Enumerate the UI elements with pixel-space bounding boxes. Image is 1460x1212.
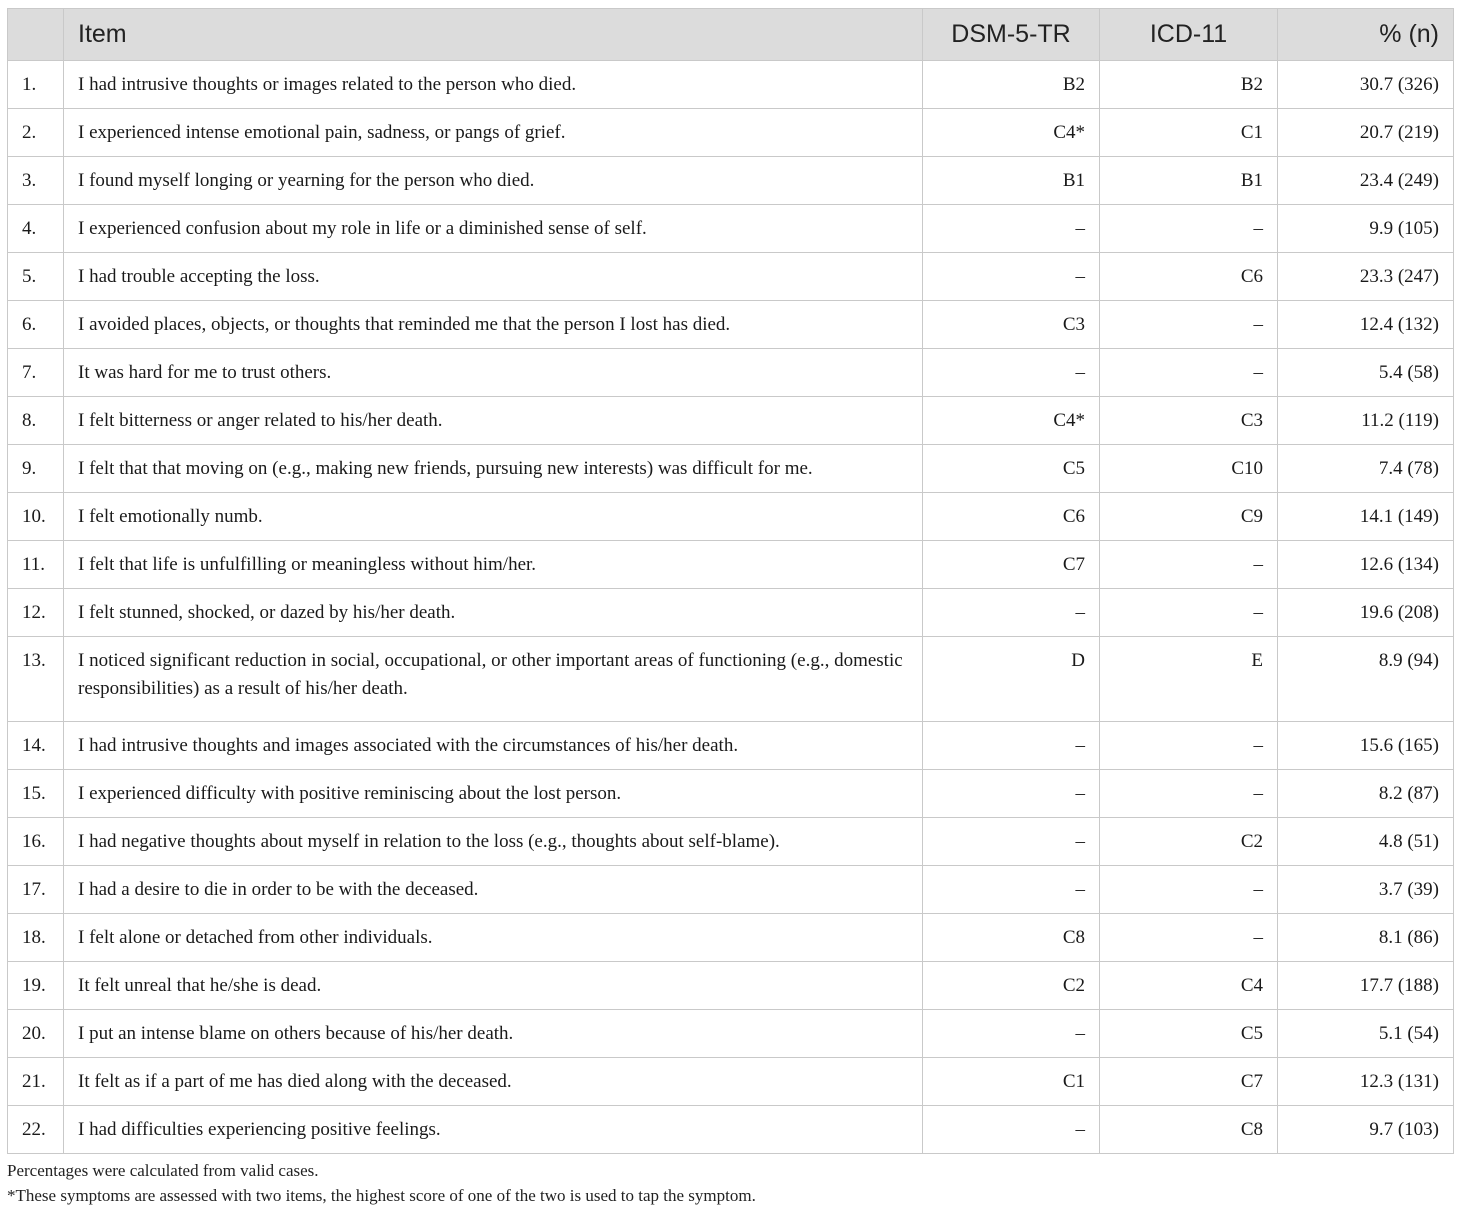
row-icd-code: –	[1100, 541, 1278, 589]
table-row	[8, 397, 1454, 445]
row-item-text: I experienced difficulty with positive reminiscing about the lost person.	[64, 770, 923, 818]
table-row	[8, 541, 1454, 589]
table-row	[8, 61, 1454, 109]
table-row	[8, 253, 1454, 301]
row-dsm-code: –	[923, 253, 1100, 301]
row-dsm-code: C2	[923, 962, 1100, 1010]
row-number: 1.	[8, 61, 64, 109]
row-icd-code: C2	[1100, 818, 1278, 866]
table-row	[8, 349, 1454, 397]
row-percent: 14.1 (149)	[1278, 493, 1454, 541]
table-row	[8, 770, 1454, 818]
row-item-text: I had difficulties experiencing positive feelings.	[64, 1106, 923, 1154]
row-percent: 12.4 (132)	[1278, 301, 1454, 349]
row-percent: 9.7 (103)	[1278, 1106, 1454, 1154]
row-number: 16.	[8, 818, 64, 866]
row-item-text: I avoided places, objects, or thoughts that reminded me that the person I lost has died.	[64, 301, 923, 349]
row-percent: 15.6 (165)	[1278, 722, 1454, 770]
row-number: 4.	[8, 205, 64, 253]
row-icd-code: –	[1100, 722, 1278, 770]
row-icd-code: C10	[1100, 445, 1278, 493]
row-dsm-code: –	[923, 818, 1100, 866]
row-number: 3.	[8, 157, 64, 205]
row-icd-code: C3	[1100, 397, 1278, 445]
row-dsm-code: C4*	[923, 109, 1100, 157]
row-number: 19.	[8, 962, 64, 1010]
header-percent: % (n)	[1278, 9, 1454, 61]
row-item-text: I had intrusive thoughts or images related to the person who died.	[64, 61, 923, 109]
row-percent: 20.7 (219)	[1278, 109, 1454, 157]
row-item-text: I put an intense blame on others because of his/her death.	[64, 1010, 923, 1058]
row-icd-code: –	[1100, 770, 1278, 818]
row-icd-code: –	[1100, 301, 1278, 349]
row-icd-code: C7	[1100, 1058, 1278, 1106]
row-dsm-code: –	[923, 1106, 1100, 1154]
row-icd-code: –	[1100, 349, 1278, 397]
row-number: 13.	[8, 637, 64, 722]
row-dsm-code: B1	[923, 157, 1100, 205]
table-row	[8, 493, 1454, 541]
row-percent: 8.2 (87)	[1278, 770, 1454, 818]
row-icd-code: C5	[1100, 1010, 1278, 1058]
row-number: 11.	[8, 541, 64, 589]
row-percent: 5.1 (54)	[1278, 1010, 1454, 1058]
row-dsm-code: –	[923, 205, 1100, 253]
row-percent: 4.8 (51)	[1278, 818, 1454, 866]
row-icd-code: –	[1100, 866, 1278, 914]
table-row	[8, 637, 1454, 722]
table-row	[8, 1106, 1454, 1154]
row-number: 15.	[8, 770, 64, 818]
row-number: 22.	[8, 1106, 64, 1154]
header-dsm: DSM-5-TR	[923, 9, 1100, 61]
row-dsm-code: –	[923, 349, 1100, 397]
row-percent: 8.1 (86)	[1278, 914, 1454, 962]
row-percent: 23.3 (247)	[1278, 253, 1454, 301]
row-item-text: I experienced confusion about my role in life or a diminished sense of self.	[64, 205, 923, 253]
row-percent: 3.7 (39)	[1278, 866, 1454, 914]
row-icd-code: B1	[1100, 157, 1278, 205]
row-icd-code: C9	[1100, 493, 1278, 541]
header-icd: ICD-11	[1100, 9, 1278, 61]
header-item: Item	[64, 9, 923, 61]
row-dsm-code: C8	[923, 914, 1100, 962]
row-item-text: I felt bitterness or anger related to his/her death.	[64, 397, 923, 445]
table-row	[8, 962, 1454, 1010]
table-row	[8, 1010, 1454, 1058]
table-row	[8, 109, 1454, 157]
row-item-text: I had negative thoughts about myself in relation to the loss (e.g., thoughts about self-blame).	[64, 818, 923, 866]
table-container	[7, 8, 1453, 1154]
row-icd-code: C8	[1100, 1106, 1278, 1154]
row-dsm-code: C1	[923, 1058, 1100, 1106]
note-percentages: Percentages were calculated from valid cases.	[7, 1161, 319, 1180]
row-dsm-code: D	[923, 637, 1100, 722]
row-dsm-code: C6	[923, 493, 1100, 541]
row-dsm-code: C4*	[923, 397, 1100, 445]
table-row	[8, 205, 1454, 253]
row-percent: 17.7 (188)	[1278, 962, 1454, 1010]
table-header-row	[8, 9, 1454, 61]
row-percent: 5.4 (58)	[1278, 349, 1454, 397]
row-percent: 12.3 (131)	[1278, 1058, 1454, 1106]
row-number: 7.	[8, 349, 64, 397]
row-dsm-code: –	[923, 866, 1100, 914]
header-number	[8, 9, 64, 61]
row-number: 10.	[8, 493, 64, 541]
row-item-text: It felt as if a part of me has died along with the deceased.	[64, 1058, 923, 1106]
row-item-text: It was hard for me to trust others.	[64, 349, 923, 397]
row-item-text: It felt unreal that he/she is dead.	[64, 962, 923, 1010]
row-number: 17.	[8, 866, 64, 914]
table-row	[8, 445, 1454, 493]
row-dsm-code: C3	[923, 301, 1100, 349]
row-dsm-code: C5	[923, 445, 1100, 493]
row-icd-code: –	[1100, 589, 1278, 637]
row-dsm-code: C7	[923, 541, 1100, 589]
row-number: 14.	[8, 722, 64, 770]
row-item-text: I noticed significant reduction in social, occupational, or other important areas of functioning (e.g., domestic responsibilities) as a result of his/her death.	[64, 637, 923, 722]
row-item-text: I felt emotionally numb.	[64, 493, 923, 541]
row-dsm-code: –	[923, 770, 1100, 818]
row-icd-code: C4	[1100, 962, 1278, 1010]
row-icd-code: B2	[1100, 61, 1278, 109]
row-item-text: I experienced intense emotional pain, sadness, or pangs of grief.	[64, 109, 923, 157]
table-row	[8, 866, 1454, 914]
row-icd-code: C1	[1100, 109, 1278, 157]
row-icd-code: E	[1100, 637, 1278, 722]
row-number: 8.	[8, 397, 64, 445]
row-item-text: I found myself longing or yearning for the person who died.	[64, 157, 923, 205]
symptom-table	[7, 8, 1454, 1154]
row-percent: 7.4 (78)	[1278, 445, 1454, 493]
row-item-text: I had intrusive thoughts and images associated with the circumstances of his/her death.	[64, 722, 923, 770]
row-number: 12.	[8, 589, 64, 637]
row-percent: 12.6 (134)	[1278, 541, 1454, 589]
row-number: 9.	[8, 445, 64, 493]
row-icd-code: –	[1100, 914, 1278, 962]
row-percent: 23.4 (249)	[1278, 157, 1454, 205]
table-row	[8, 818, 1454, 866]
row-number: 2.	[8, 109, 64, 157]
row-item-text: I had trouble accepting the loss.	[64, 253, 923, 301]
table-row	[8, 722, 1454, 770]
note-asterisk: *These symptoms are assessed with two items, the highest score of one of the two is used to tap the symptom.	[7, 1186, 756, 1205]
row-item-text: I felt that life is unfulfilling or meaningless without him/her.	[64, 541, 923, 589]
row-dsm-code: –	[923, 1010, 1100, 1058]
table-body	[8, 61, 1454, 1154]
row-item-text: I felt alone or detached from other individuals.	[64, 914, 923, 962]
row-percent: 8.9 (94)	[1278, 637, 1454, 722]
row-item-text: I felt stunned, shocked, or dazed by his/her death.	[64, 589, 923, 637]
table-row	[8, 589, 1454, 637]
row-number: 6.	[8, 301, 64, 349]
row-percent: 19.6 (208)	[1278, 589, 1454, 637]
table-row	[8, 301, 1454, 349]
row-number: 18.	[8, 914, 64, 962]
row-item-text: I had a desire to die in order to be with the deceased.	[64, 866, 923, 914]
row-dsm-code: –	[923, 722, 1100, 770]
row-icd-code: C6	[1100, 253, 1278, 301]
row-percent: 11.2 (119)	[1278, 397, 1454, 445]
row-dsm-code: B2	[923, 61, 1100, 109]
row-number: 21.	[8, 1058, 64, 1106]
row-number: 5.	[8, 253, 64, 301]
table-row	[8, 157, 1454, 205]
table-notes	[7, 1158, 756, 1208]
table-row	[8, 914, 1454, 962]
table-row	[8, 1058, 1454, 1106]
row-icd-code: –	[1100, 205, 1278, 253]
row-percent: 30.7 (326)	[1278, 61, 1454, 109]
row-number: 20.	[8, 1010, 64, 1058]
row-percent: 9.9 (105)	[1278, 205, 1454, 253]
row-dsm-code: –	[923, 589, 1100, 637]
row-item-text: I felt that that moving on (e.g., making new friends, pursuing new interests) was difficult for me.	[64, 445, 923, 493]
